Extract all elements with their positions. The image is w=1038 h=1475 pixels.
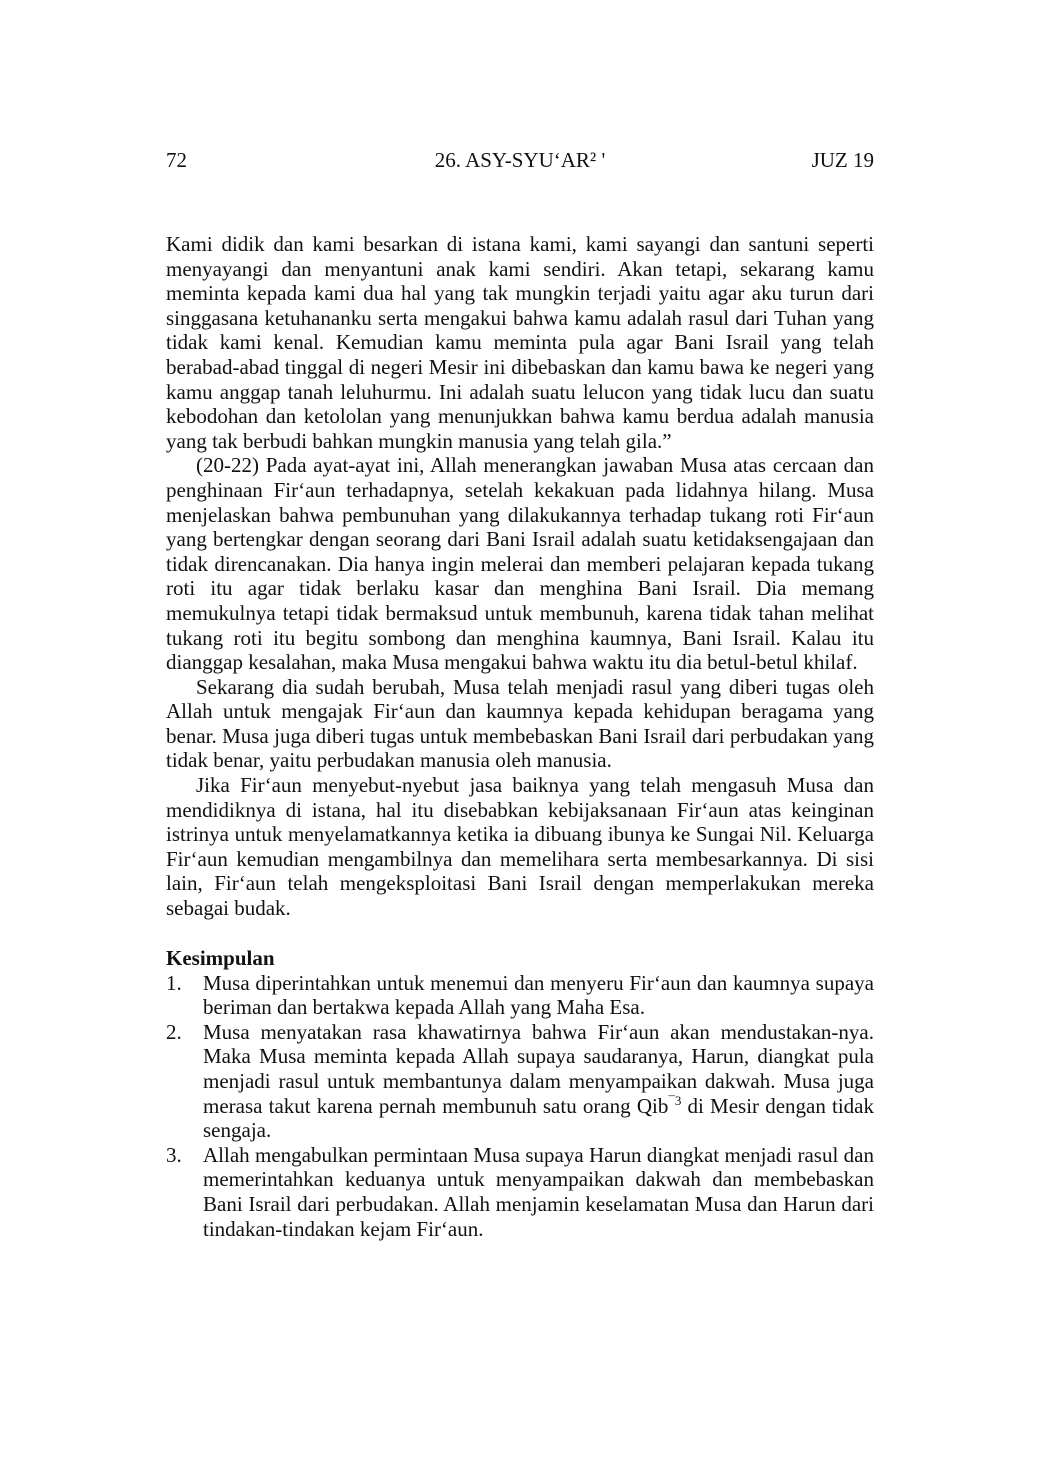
running-header [166, 146, 874, 174]
conclusion-item [166, 1020, 874, 1143]
paragraph-verses-20-22: (20-22) Pada ayat-ayat ini, Allah menerangkan jawaban Musa atas cercaan dan penghinaan Fir‘aun terhadapnya, setelah kekakuan pada lidahnya hilang. Musa menjelaskan bahwa pembunuhan yang dilakukannya terhadap tukang roti Fir‘aun yang bertengkar dengan seorang dari Bani Israil adalah suatu ketidaksengajaan dan tidak direncanakan. Dia hanya ingin melerai dan memberi pelajaran kepada tukang roti itu agar tidak berlaku kasar dan menghina Bani Israil. Dia memang memukulnya tetapi tidak bermaksud untuk membunuh, karena tidak tahan melihat tukang roti itu begitu sombong dan menghina kaumnya, Bani Israil. Kalau itu dianggap kesalahan, maka Musa mengakui bahwa waktu itu dia betul-betul khilaf. [166, 453, 874, 675]
paragraph-musa-changed: Sekarang dia sudah berubah, Musa telah menjadi rasul yang diberi tugas oleh Allah untuk mengajak Fir‘aun dan kaumnya kepada kehidupan beragama yang benar. Musa juga diberi tugas untuk membebaskan Bani Israil dari perbudakan yang tidak benar, yaitu perbudakan manusia oleh manusia. [166, 674, 874, 773]
juz-label: JUZ 19 [811, 148, 874, 172]
conclusion-item [166, 971, 874, 1020]
paragraph-firaun-kindness: Jika Fir‘aun menyebut-nyebut jasa baiknya yang telah mengasuh Musa dan mendidiknya di istana, hal itu disebabkan kebijaksanaan Fir‘aun atas keinginan istrinya untuk menyelamatkannya ketika ia dibuang ibunya ke Sungai Nil. Keluarga Fir‘aun kemudian mengambilnya dan memelihara serta membesarkannya. Di sisi lain, Fir‘aun telah mengeksploitasi Bani Israil dengan memperlakukan mereka sebagai budak. [166, 773, 874, 921]
conclusion-item [166, 1143, 874, 1241]
conclusion-item-number: 2. [166, 1019, 182, 1044]
footnote-superscript: ¯3 [668, 1092, 682, 1108]
conclusion-heading: Kesimpulan [166, 945, 275, 970]
page-number: 72 [166, 148, 187, 172]
conclusion-item-number: 1. [166, 970, 182, 995]
body-text [166, 232, 874, 1241]
conclusion-list [166, 971, 874, 1242]
conclusion-item-text: Musa menyatakan rasa khawatirnya bahwa Fir‘aun akan mendustakan-nya. Maka Musa meminta kepada Allah supaya saudaranya, Harun, diangkat pula menjadi rasul untuk membantunya dalam menyampaikan dakwah. Musa juga merasa takut karena pernah membunuh satu orang Qib [203, 1019, 874, 1118]
conclusion-item-text-after: di Mesir dengan tidak sengaja. [203, 1093, 874, 1143]
paragraph-continued: Kami didik dan kami besarkan di istana kami, kami sayangi dan santuni seperti menyayangi dan menyantuni anak kami sendiri. Akan tetapi, sekarang kamu meminta kepada kami dua hal yang tak mungkin terjadi yaitu agar aku turun dari singgasana ketuhananku serta mengakui bahwa kamu adalah rasul dari Tuhan yang tidak kami kenal. Kemudian kamu meminta pula agar Bani Israil yang telah berabad-abad tinggal di negeri Mesir ini dibebaskan dan kamu bawa ke negeri yang kamu anggap tanah leluhurmu. Ini adalah suatu lelucon yang tidak lucu dan suatu kebodohan dan ketololan yang menunjukkan bahwa kamu berdua adalah manusia yang tak berbudi bahkan mungkin manusia yang telah gila.” [166, 232, 874, 453]
conclusion-item-text: Musa diperintahkan untuk menemui dan menyeru Fir‘aun dan kaumnya supaya beriman dan bertakwa kepada Allah yang Maha Esa. [203, 970, 874, 1020]
conclusion-item-number: 3. [166, 1142, 182, 1167]
chapter-title: 26. ASY-SYU‘AR² ' [434, 148, 606, 172]
conclusion-item-text: Allah mengabulkan permintaan Musa supaya Harun diangkat menjadi rasul dan memerintahkan keduanya untuk menyampaikan dakwah dan membebaskan Bani Israil dari perbudakan. Allah menjamin keselamatan Musa dan Harun dari tindakan-tindakan kejam Fir‘aun. [203, 1142, 874, 1241]
